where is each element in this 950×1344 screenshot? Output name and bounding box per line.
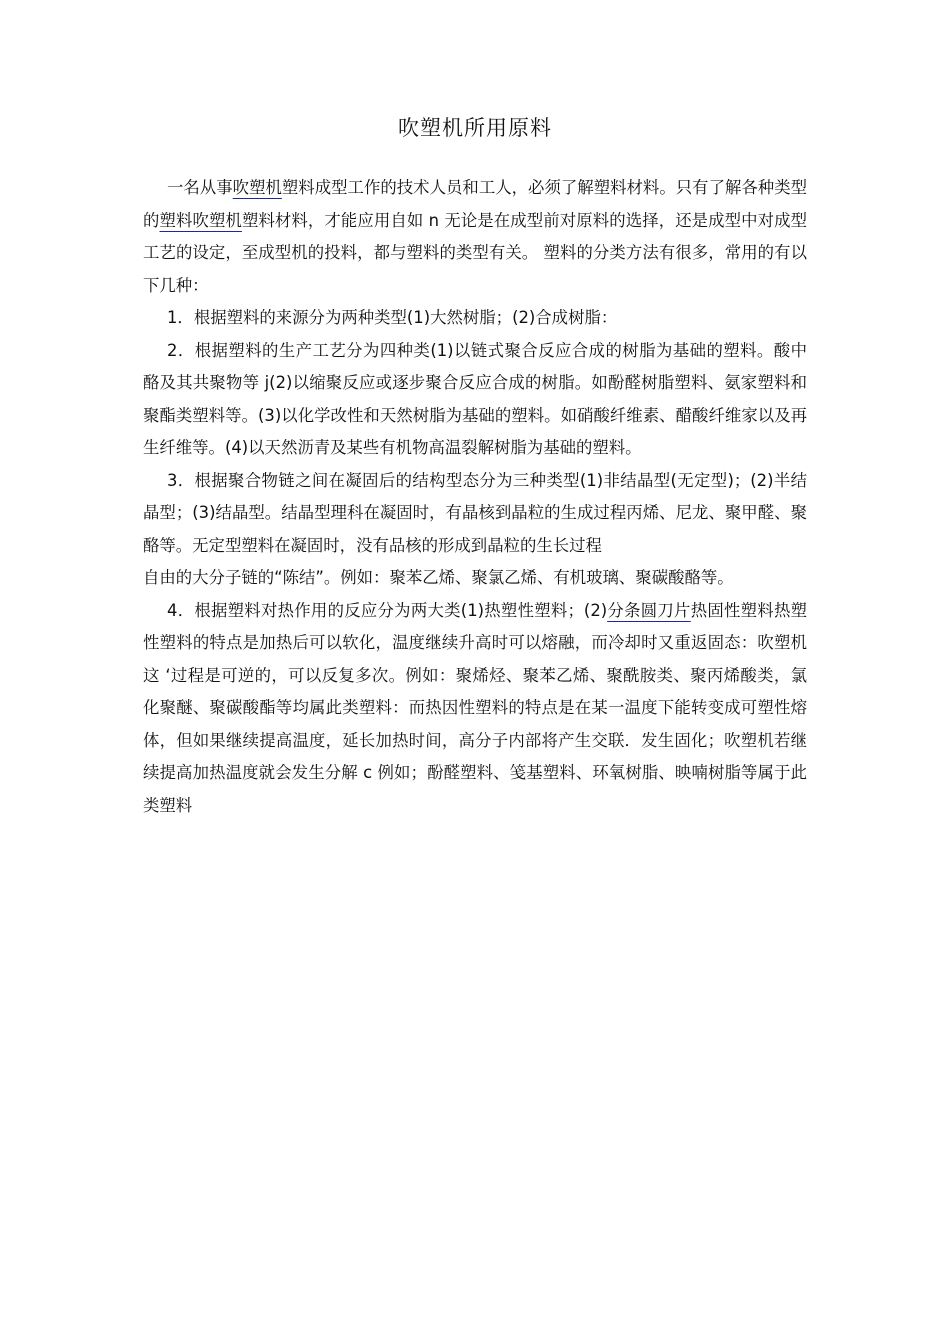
item-4-lead: 4．根据塑料对热作用的反应分为两大类(1)热塑性塑料；(2) bbox=[167, 600, 608, 620]
item-1-paragraph: 1．根据塑料的来源分为两种类型(1)大然树脂；(2)合成树脂： bbox=[167, 308, 618, 327]
intro-paragraph bbox=[143, 172, 807, 302]
link-blow-molding-machine[interactable]: 吹塑机 bbox=[232, 178, 282, 197]
link-plastic-blow-molding-machine[interactable]: 塑料吹塑机 bbox=[159, 210, 242, 230]
document-title: 吹塑机所用原料 bbox=[398, 116, 552, 140]
document-body bbox=[143, 172, 807, 822]
item-2-paragraph: 2．根据塑料的生产工艺分为四种类(1)以链式聚合反应合成的树脂为基础的塑料。酸中酪及其共聚物等 j(2)以缩聚反应或逐步聚合反应合成的树脂。如酚醛树脂塑料、氨家塑料和聚酯类塑料等。(3)以化学改性和天然树脂为基础的塑料。如硝酸纤维素、醋酸纤维家以及再生纤维等。(4)以天然沥青及某些有机物高温裂解树脂为基础的塑料。 bbox=[143, 340, 807, 457]
item-4-rest: 热固性塑料热塑性塑料的特点是加热后可以软化，温度继续升高时可以熔融，而冷却时又重返固态：吹塑机这 ‘过程是可逆的，可以反复多次。例如：聚烯烃、聚苯乙烯、聚酰胺类、聚丙烯酸类，氯化聚醚、聚碳酸酯等均属此类塑料：而热因性塑料的特点是在某一温度下能转变成可塑性熔体，但如果继续提高温度，延长加热时间，高分子内部将产生交联．发生固化；吹塑机若继续提高加热温度就会发生分解 c 例如；酚醛塑料、笺基塑料、环氧树脂、映喃树脂等属于此类塑料 bbox=[143, 600, 807, 815]
item-3-paragraph: 3．根据聚合物链之间在凝固后的结构型态分为三种类型(1)非结晶型(无定型)；(2)半结晶型；(3)结晶型。结晶型理科在凝固时，有晶核到晶粒的生成过程丙烯、尼龙、聚甲醛、聚酪等。无定型塑料在凝固时，没有品核的形成到晶粒的生长过程 bbox=[143, 470, 807, 555]
link-slitting-circular-blade[interactable]: 分条圆刀片 bbox=[607, 600, 691, 620]
intro-rest: 塑料材料，才能应用自如 n 无论是在成型前对原料的选择，还是成型中对成型工艺的设定，至成型机的投料，都与塑料的类型有关。 塑料的分类方法有很多，常用的有以下几种： bbox=[143, 210, 808, 295]
item-4-paragraph bbox=[143, 595, 807, 823]
intro-lead: 一名从事 bbox=[167, 178, 233, 197]
intro-mid: 塑料成型工作的技术人员和工人，必须了解塑料材料。只有了解各种类型的 bbox=[143, 178, 808, 230]
item-3-continuation: 自由的大分子链的“陈结”。例如：聚苯乙烯、聚氯乙烯、有机玻璃、聚碳酸酪等。 bbox=[143, 568, 734, 587]
